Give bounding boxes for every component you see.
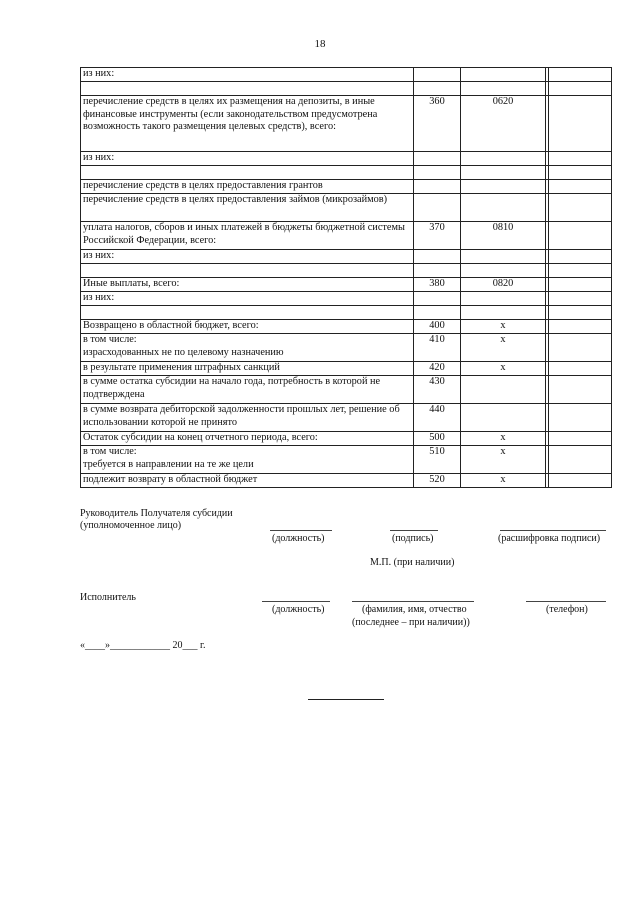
row-code: x xyxy=(461,362,546,376)
row-code xyxy=(461,404,546,432)
row-value xyxy=(549,250,612,264)
row-value xyxy=(549,96,612,152)
row-code xyxy=(461,82,546,96)
date-line: «____»____________ 20___ г. xyxy=(80,640,206,651)
row-name xyxy=(81,166,414,180)
row-value xyxy=(549,376,612,404)
row-line-number xyxy=(414,68,461,82)
table-row xyxy=(81,362,612,376)
row-value xyxy=(549,82,612,96)
row-value xyxy=(549,474,612,488)
position2-caption: (должность) xyxy=(272,604,325,615)
row-line-number xyxy=(414,152,461,166)
row-name xyxy=(81,264,414,278)
row-code xyxy=(461,306,546,320)
table-row xyxy=(81,180,612,194)
row-value xyxy=(549,278,612,292)
table-row xyxy=(81,446,612,474)
table-row xyxy=(81,292,612,306)
row-line-number xyxy=(414,264,461,278)
row-line-number xyxy=(414,194,461,222)
row-line-number: 420 xyxy=(414,362,461,376)
table-row xyxy=(81,250,612,264)
table-row xyxy=(81,334,612,362)
table-row xyxy=(81,432,612,446)
row-name: из них: xyxy=(81,152,414,166)
end-separator xyxy=(308,699,384,700)
row-value xyxy=(549,222,612,250)
row-name: Иные выплаты, всего: xyxy=(81,278,414,292)
row-name: перечисление средств в целях предоставления займов (микрозаймов) xyxy=(81,194,414,222)
row-line-number: 440 xyxy=(414,404,461,432)
page-number: 18 xyxy=(314,38,326,50)
row-line-number: 510 xyxy=(414,446,461,474)
decoding-caption: (расшифровка подписи) xyxy=(498,533,601,544)
row-line-number: 520 xyxy=(414,474,461,488)
signature-caption: (подпись) xyxy=(392,533,434,544)
row-name: из них: xyxy=(81,250,414,264)
row-line-number: 380 xyxy=(414,278,461,292)
row-value xyxy=(549,446,612,474)
row-code: x xyxy=(461,334,546,362)
report-table xyxy=(80,67,612,488)
phone-caption: (телефон) xyxy=(546,604,588,615)
row-code xyxy=(461,180,546,194)
row-code xyxy=(461,152,546,166)
table-row xyxy=(81,96,612,152)
row-code: x xyxy=(461,474,546,488)
row-line-number: 500 xyxy=(414,432,461,446)
row-name xyxy=(81,306,414,320)
fio-line xyxy=(352,601,474,602)
row-line-number xyxy=(414,82,461,96)
table-row xyxy=(81,152,612,166)
row-name: в результате применения штрафных санкций xyxy=(81,362,414,376)
row-code xyxy=(461,250,546,264)
row-line-number: 360 xyxy=(414,96,461,152)
row-value xyxy=(549,292,612,306)
decoding-line xyxy=(500,530,606,531)
row-code: x xyxy=(461,446,546,474)
table-row xyxy=(81,306,612,320)
row-name xyxy=(81,82,414,96)
row-line-number: 410 xyxy=(414,334,461,362)
row-value xyxy=(549,166,612,180)
row-code: x xyxy=(461,320,546,334)
row-value xyxy=(549,320,612,334)
table-row xyxy=(81,194,612,222)
row-code: 0820 xyxy=(461,278,546,292)
row-code xyxy=(461,292,546,306)
table-row xyxy=(81,278,612,292)
executor-label: Исполнитель xyxy=(80,592,136,603)
fio-caption: (фамилия, имя, отчество xyxy=(362,604,467,615)
row-value xyxy=(549,194,612,222)
row-name: в сумме остатка субсидии на начало года, потребность в которой не подтверждена xyxy=(81,376,414,404)
row-code xyxy=(461,264,546,278)
row-code xyxy=(461,376,546,404)
position-line xyxy=(270,530,332,531)
row-code xyxy=(461,68,546,82)
row-code xyxy=(461,166,546,180)
row-code: 0810 xyxy=(461,222,546,250)
table-row xyxy=(81,68,612,82)
table-row xyxy=(81,320,612,334)
row-name: в том числе: требуется в направлении на те же цели xyxy=(81,446,414,474)
row-name: из них: xyxy=(81,68,414,82)
row-name: из них: xyxy=(81,292,414,306)
table-row xyxy=(81,404,612,432)
row-name: перечисление средств в целях их размещения на депозиты, в иные финансовые инструменты (если законодательством предусмотрена возможность такого размещения целевых средств), всего: xyxy=(81,96,414,152)
row-name: Возвращено в областной бюджет, всего: xyxy=(81,320,414,334)
row-code: x xyxy=(461,432,546,446)
row-name: подлежит возврату в областной бюджет xyxy=(81,474,414,488)
row-line-number xyxy=(414,180,461,194)
head-label: Руководитель Получателя субсидии xyxy=(80,508,233,519)
head-sublabel: (уполномоченное лицо) xyxy=(80,520,182,531)
row-name: в том числе: израсходованных не по целевому назначению xyxy=(81,334,414,362)
row-name: перечисление средств в целях предоставления грантов xyxy=(81,180,414,194)
row-name: уплата налогов, сборов и иных платежей в бюджеты бюджетной системы Российской Федерации, всего: xyxy=(81,222,414,250)
row-value xyxy=(549,68,612,82)
row-value xyxy=(549,432,612,446)
row-line-number: 400 xyxy=(414,320,461,334)
row-line-number: 370 xyxy=(414,222,461,250)
row-value xyxy=(549,264,612,278)
position2-line xyxy=(262,601,330,602)
row-line-number xyxy=(414,166,461,180)
row-line-number xyxy=(414,306,461,320)
row-value xyxy=(549,334,612,362)
position-caption: (должность) xyxy=(272,533,325,544)
row-value xyxy=(549,180,612,194)
table-row xyxy=(81,376,612,404)
signature-line xyxy=(390,530,438,531)
row-code xyxy=(461,194,546,222)
phone-line xyxy=(526,601,606,602)
table-row xyxy=(81,264,612,278)
row-line-number: 430 xyxy=(414,376,461,404)
row-name: в сумме возврата дебиторской задолженности прошлых лет, решение об использовании которой не принято xyxy=(81,404,414,432)
stamp-caption: М.П. (при наличии) xyxy=(370,557,455,568)
row-name: Остаток субсидии на конец отчетного периода, всего: xyxy=(81,432,414,446)
row-code: 0620 xyxy=(461,96,546,152)
table-row xyxy=(81,166,612,180)
row-value xyxy=(549,306,612,320)
row-value xyxy=(549,362,612,376)
table-row xyxy=(81,222,612,250)
row-value xyxy=(549,152,612,166)
row-value xyxy=(549,404,612,432)
row-line-number xyxy=(414,292,461,306)
table-row xyxy=(81,474,612,488)
fio-caption-continued: (последнее – при наличии)) xyxy=(352,617,470,628)
row-line-number xyxy=(414,250,461,264)
table-row xyxy=(81,82,612,96)
